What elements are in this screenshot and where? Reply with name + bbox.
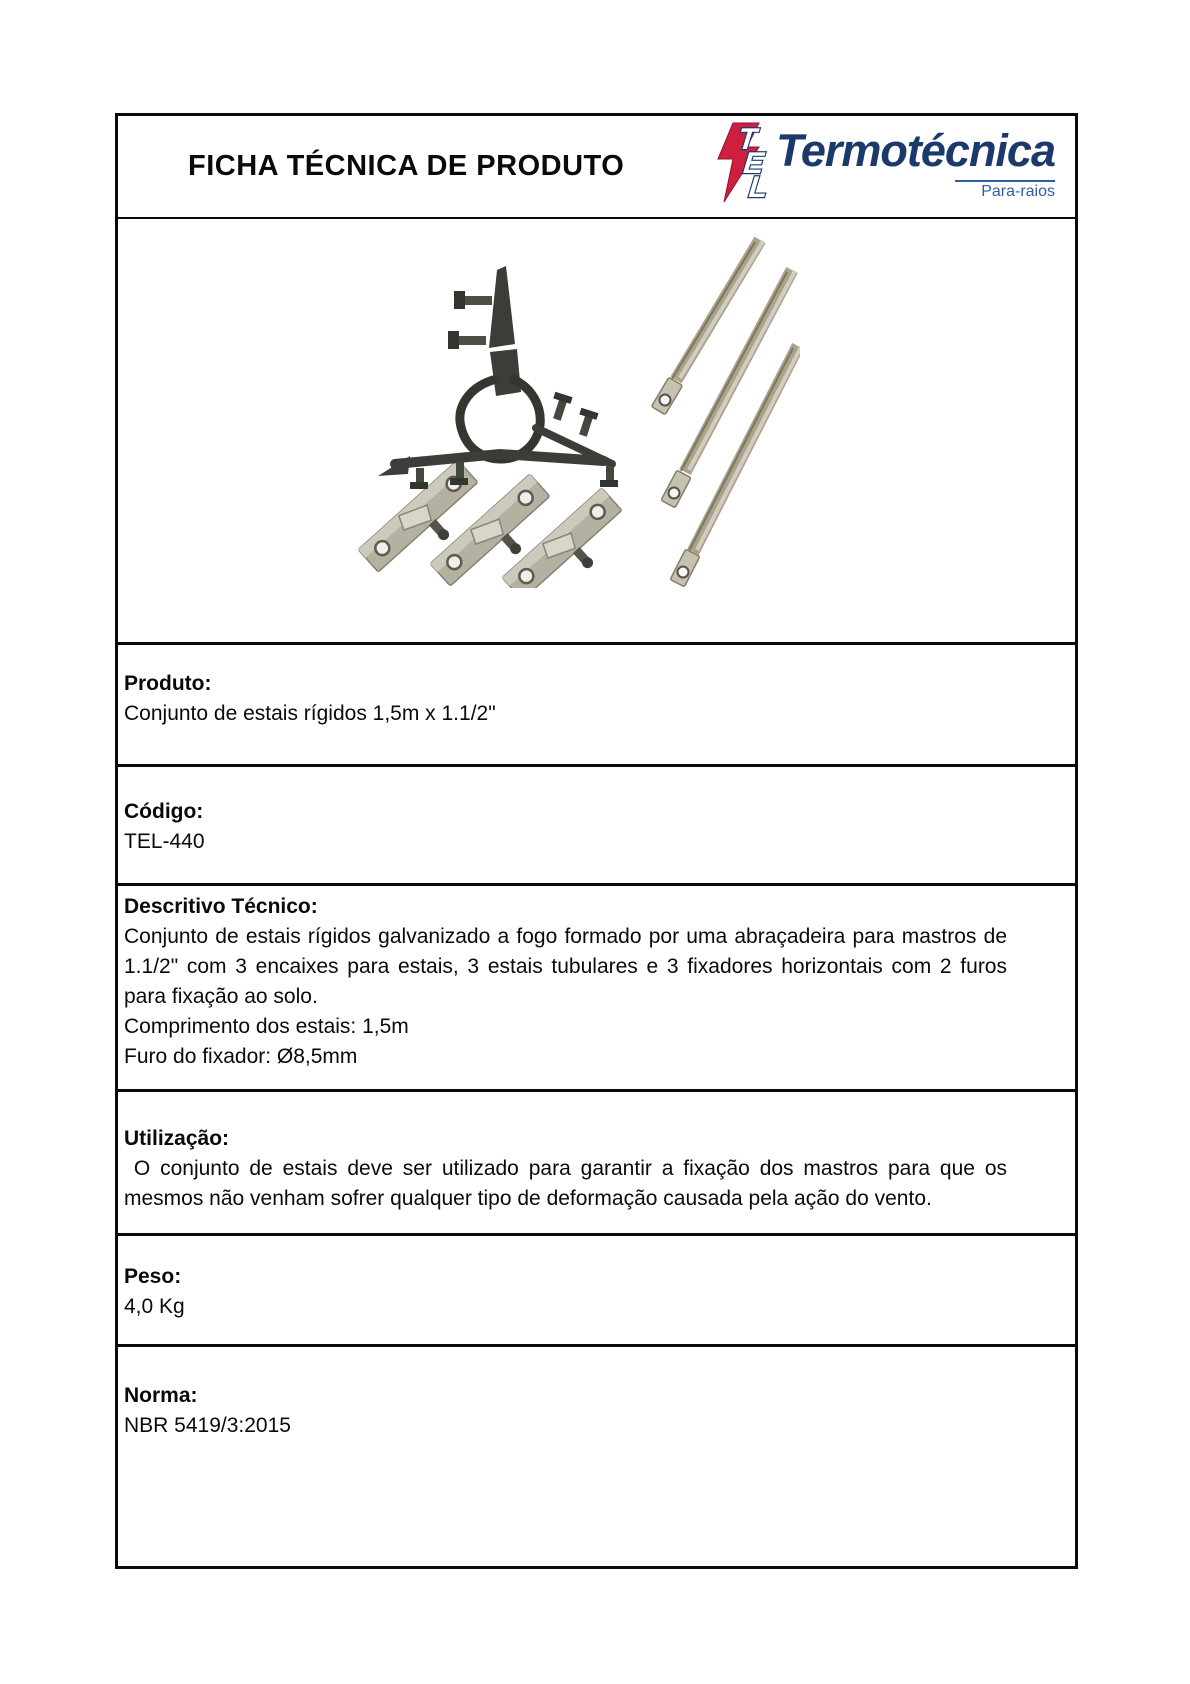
- descritivo-furo: Furo do fixador: Ø8,5mm: [124, 1045, 358, 1068]
- svg-text:T: T: [736, 123, 759, 156]
- produto-label: Produto:: [124, 672, 212, 695]
- brand-name: Termotécnica: [776, 125, 1055, 176]
- descritivo-label: Descritivo Técnico:: [124, 895, 318, 918]
- header: [118, 116, 1075, 217]
- norma-label: Norma:: [124, 1384, 198, 1407]
- utilizacao-label: Utilização:: [124, 1127, 230, 1150]
- page-title: FICHA TÉCNICA DE PRODUTO: [188, 150, 625, 182]
- product-photo-section: [118, 217, 1075, 642]
- tel-lightning-bolt-icon: [712, 122, 774, 206]
- tubular-stays: [651, 240, 800, 587]
- section-descritivo-tecnico: [118, 883, 1075, 1089]
- mast-tri-clamp: [378, 266, 618, 489]
- brand-logo: [712, 122, 1055, 206]
- codigo-label: Código:: [124, 800, 204, 823]
- brand-text: [776, 122, 1055, 201]
- brand-tagline: Para-raios: [955, 180, 1055, 201]
- peso-value: 4,0 Kg: [124, 1295, 185, 1318]
- utilizacao-paragraph: O conjunto de estais deve ser utilizado para garantir a fixação dos mastros para que os mesmos não venham sofrer qualquer tipo de deformação causada pela ação do vento.: [124, 1157, 1013, 1210]
- section-peso: [118, 1233, 1075, 1344]
- product-photo: [340, 228, 800, 588]
- descritivo-paragraph: Conjunto de estais rígidos galvanizado a fogo formado por uma abraçadeira para mastros de 1.1/2" com 3 encaixes para estais, 3 estais tubulares e 3 fixadores horizontais com 2 furos para fixação ao solo.: [124, 925, 1007, 1008]
- flat-fixator-plates: [358, 460, 636, 588]
- svg-text:L: L: [747, 171, 770, 204]
- datasheet-frame: [115, 113, 1078, 1569]
- section-norma: [118, 1344, 1075, 1566]
- svg-text:E: E: [741, 147, 766, 180]
- peso-label: Peso:: [124, 1265, 182, 1288]
- norma-value: NBR 5419/3:2015: [124, 1414, 291, 1437]
- section-utilizacao: [118, 1089, 1075, 1233]
- codigo-value: TEL-440: [124, 830, 205, 853]
- produto-value: Conjunto de estais rígidos 1,5m x 1.1/2": [124, 702, 496, 725]
- section-produto: [118, 642, 1075, 764]
- section-codigo: [118, 764, 1075, 883]
- descritivo-comprimento: Comprimento dos estais: 1,5m: [124, 1015, 409, 1038]
